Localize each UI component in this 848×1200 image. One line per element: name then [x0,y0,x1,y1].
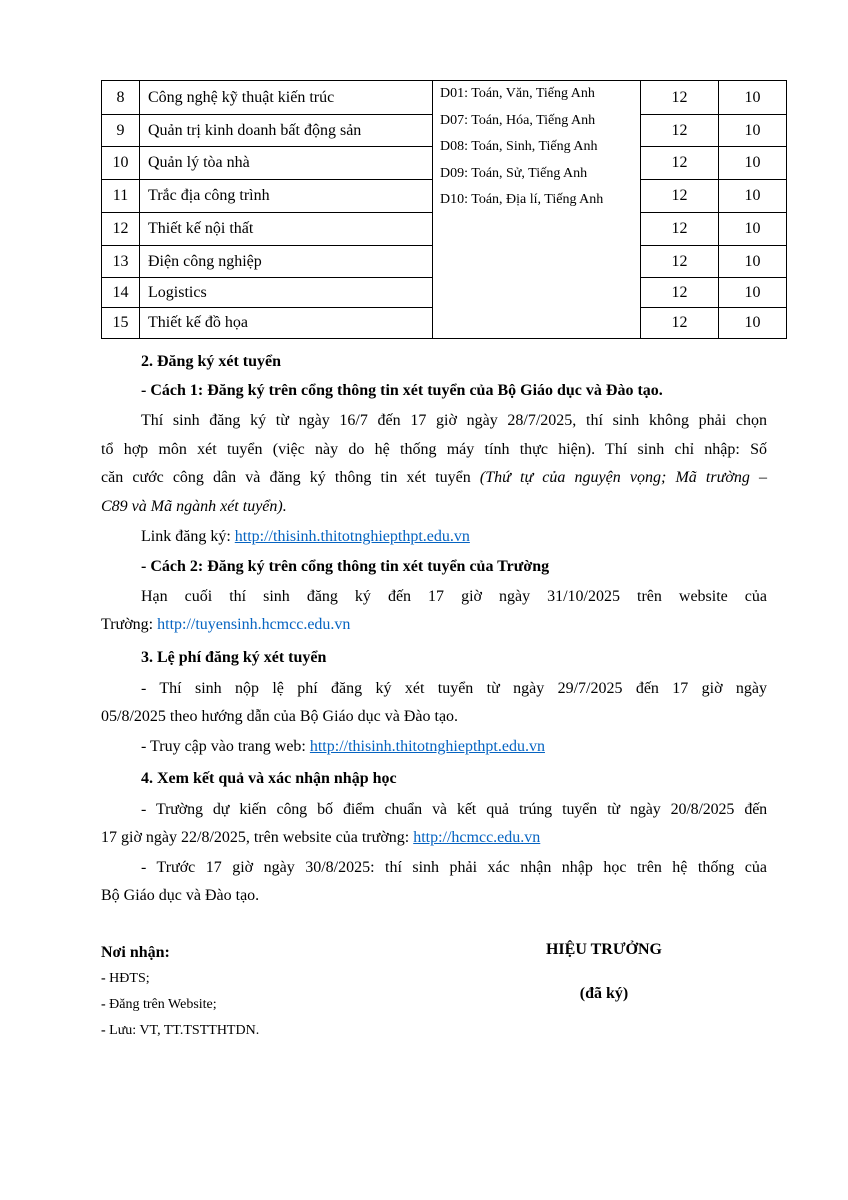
major-name-cell: Công nghệ kỹ thuật kiến trúc [140,81,433,115]
fee-access-link[interactable]: http://thisinh.thitotnghiepthpt.edu.vn [309,738,545,755]
registration-link-line [101,522,767,551]
fee-access-line [101,732,767,761]
quota-cell: 12 [641,308,719,339]
major-name-cell: Quản trị kinh doanh bất động sản [140,115,433,147]
min-score-cell: 10 [719,308,787,339]
min-score-cell: 10 [719,147,787,180]
signature-title: HIỆU TRƯỞNG [545,941,662,958]
major-name-cell: Thiết kế đồ họa [140,308,433,339]
quota-cell: 12 [641,115,719,147]
quota-cell: 12 [641,81,719,115]
row-number-cell: 12 [102,213,140,246]
table-row [102,81,787,115]
subject-combination: D09: Toán, Sử, Tiếng Anh [440,165,588,181]
min-score-cell: 10 [719,213,787,246]
result-line-4: Bộ Giáo dục và Đào tạo. [101,887,260,904]
registration-link[interactable]: http://thisinh.thitotnghiepthpt.edu.vn [234,528,470,545]
recipients-block [101,940,259,1044]
quota-cell: 12 [641,180,719,213]
quota-cell: 12 [641,147,719,180]
way-2-heading: - Cách 2: Đăng ký trên cổng thông tin xét tuyển của Trường [141,558,550,575]
way-2-line-2-label: Trường: [101,616,158,633]
row-number-cell: 14 [102,278,140,308]
way-2-line-2 [101,610,767,639]
recipient-item: - Đăng trên Website; [101,997,217,1012]
major-name-cell: Quản lý tòa nhà [140,147,433,180]
recipient-item: - HĐTS; [101,971,150,986]
fee-access-label: - Truy cập vào trang web: [141,738,310,755]
min-score-cell: 10 [719,246,787,278]
way-2-line-1: Hạn cuối thí sinh đăng ký đến 17 giờ ngày 31/10/2025 trên website của [141,588,767,605]
subject-combination: D10: Toán, Địa lí, Tiếng Anh [440,192,604,208]
majors-table [101,80,787,339]
subject-combination: D07: Toán, Hóa, Tiếng Anh [440,112,596,128]
min-score-cell: 10 [719,81,787,115]
school-admission-link[interactable]: http://tuyensinh.hcmcc.edu.vn [157,616,351,633]
subject-combination: D08: Toán, Sinh, Tiếng Anh [440,139,598,155]
row-number-cell: 11 [102,180,140,213]
way-1-line-3 [101,463,767,492]
row-number-cell: 8 [102,81,140,115]
subject-combinations-cell [433,81,641,339]
major-name-cell: Trắc địa công trình [140,180,433,213]
row-number-cell: 10 [102,147,140,180]
result-line-3: - Trước 17 giờ ngày 30/8/2025: thí sinh phải xác nhận nhập học trên hệ thống của [141,859,767,876]
section-4-heading: 4. Xem kết quả và xác nhận nhập học [141,770,397,787]
row-number-cell: 9 [102,115,140,147]
result-line-1: - Trường dự kiến công bố điểm chuẩn và kết quả trúng tuyển từ ngày 20/8/2025 đến [141,801,767,818]
signature-note: (đã ký) [579,985,629,1002]
major-name-cell: Điện công nghiệp [140,246,433,278]
result-line-2-text: 17 giờ ngày 22/8/2025, trên website của trường: [101,829,414,846]
school-website-link[interactable]: http://hcmcc.edu.vn [413,829,541,846]
majors-table-body [102,81,787,339]
min-score-cell: 10 [719,278,787,308]
way-1-heading: - Cách 1: Đăng ký trên cổng thông tin xét tuyển của Bộ Giáo dục và Đào tạo. [141,382,663,399]
subject-combination: D01: Toán, Văn, Tiếng Anh [440,86,595,101]
way-1-line-1: Thí sinh đăng ký từ ngày 16/7 đến 17 giờ ngày 28/7/2025, thí sinh không phải chọn [141,412,767,429]
quota-cell: 12 [641,278,719,308]
min-score-cell: 10 [719,180,787,213]
way-1-line-3-italic: (Thứ tự của nguyện vọng; Mã trường – [479,469,768,486]
major-name-cell: Logistics [140,278,433,308]
recipients-title: Nơi nhận: [101,944,170,961]
registration-link-label: Link đăng ký: [141,528,235,545]
row-number-cell: 15 [102,308,140,339]
major-name-cell: Thiết kế nội thất [140,213,433,246]
quota-cell: 12 [641,246,719,278]
section-2-heading: 2. Đăng ký xét tuyển [141,353,282,370]
way-1-line-3-text: căn cước công dân và đăng ký thông tin xét tuyển [101,469,480,486]
recipient-item: - Lưu: VT, TT.TSTTHTDN. [101,1023,260,1038]
row-number-cell: 13 [102,246,140,278]
min-score-cell: 10 [719,115,787,147]
fee-line-1: - Thí sinh nộp lệ phí đăng ký xét tuyển từ ngày 29/7/2025 đến 17 giờ ngày [141,680,767,697]
section-3-heading: 3. Lệ phí đăng ký xét tuyển [141,649,327,666]
result-line-2 [101,823,767,852]
way-1-line-4: C89 và Mã ngành xét tuyển). [101,498,287,515]
way-1-line-2: tổ hợp môn xét tuyển (việc này do hệ thống máy tính thực hiện). Thí sinh chỉ nhập: Số [101,441,767,458]
quota-cell: 12 [641,213,719,246]
fee-line-2: 05/8/2025 theo hướng dẫn của Bộ Giáo dục và Đào tạo. [101,708,459,725]
